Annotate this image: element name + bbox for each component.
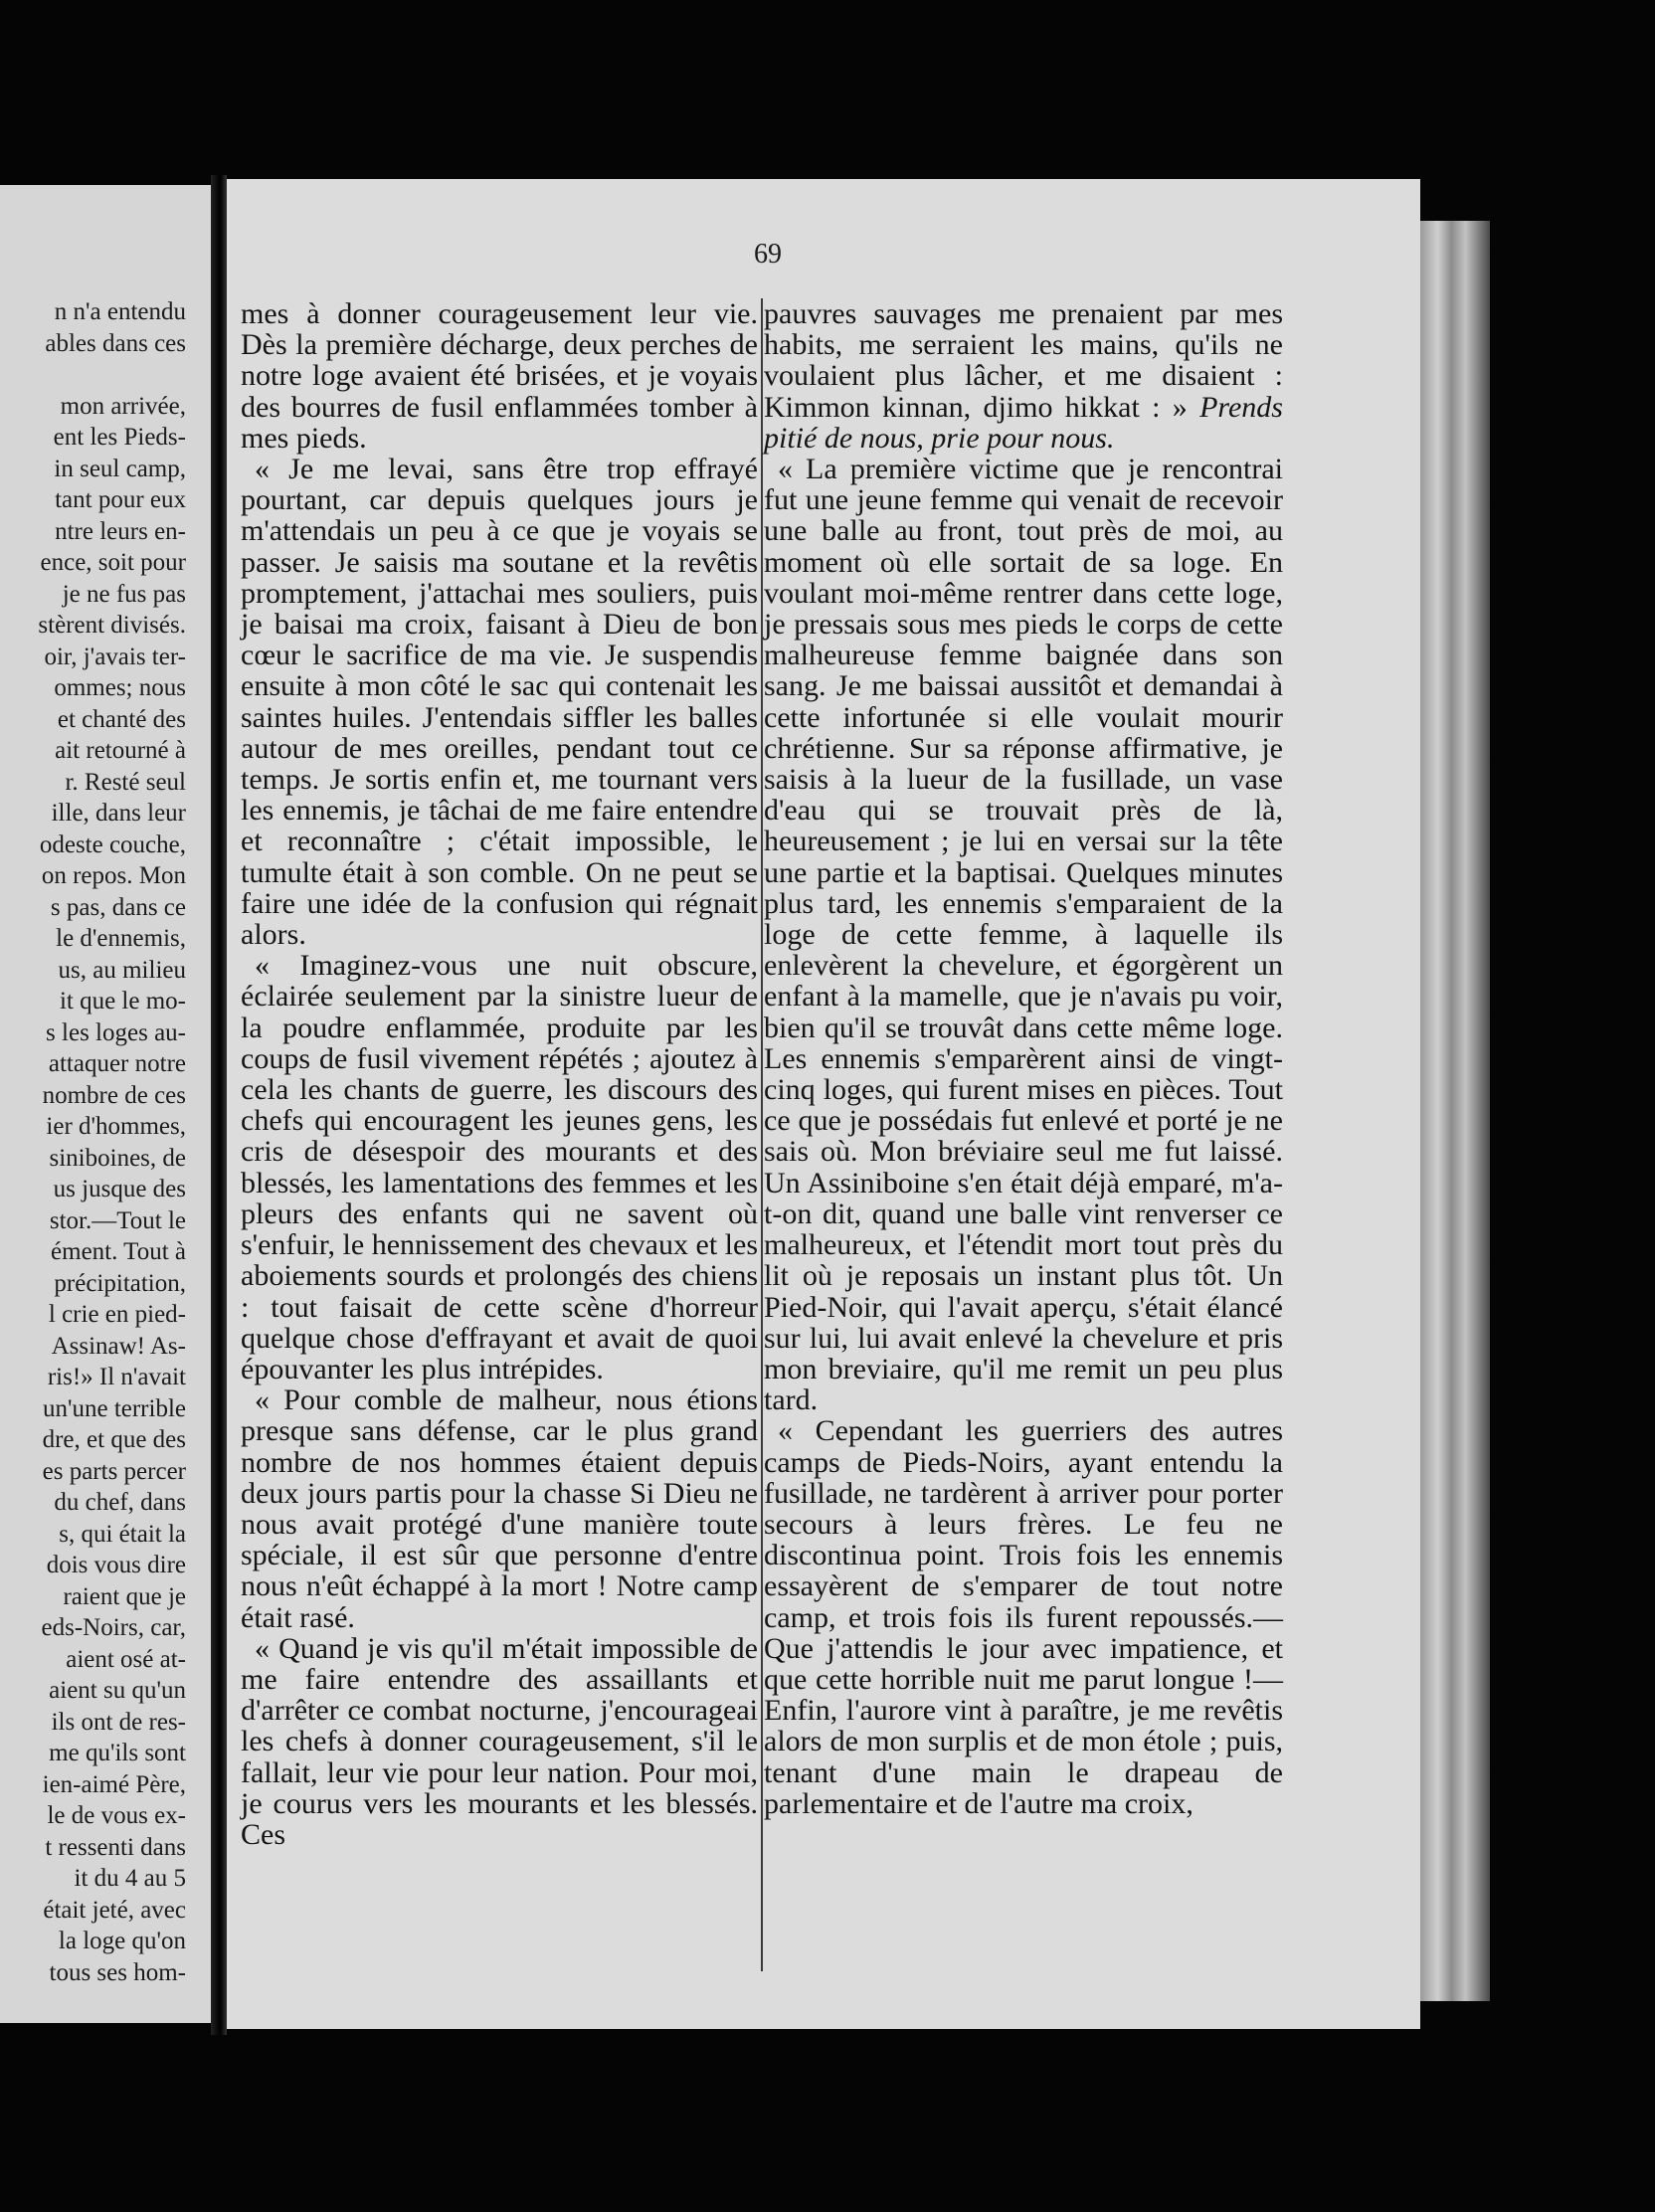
left-page-line: ien-aimé Père, — [42, 1770, 186, 1798]
left-page-line: dois vous dire — [46, 1552, 186, 1578]
left-page-line: était jeté, avec — [43, 1896, 186, 1924]
left-page-line: je ne fus pas — [62, 580, 186, 608]
text-column-2 — [764, 298, 1283, 1819]
left-page-line: es parts percer — [42, 1457, 186, 1485]
left-page-line: oir, j'avais ter- — [44, 643, 186, 670]
left-page-line: nombre de ces — [42, 1081, 186, 1109]
left-page-line: attaquer notre — [48, 1050, 186, 1077]
left-page-line: l crie en pied- — [48, 1301, 186, 1328]
left-page-line: on repos. Mon — [41, 862, 186, 889]
paragraph: « Quand je vis qu'il m'était impossible de me faire entendre des assaillants et d'arrêter ce combat nocturne, j'encourageai les chefs à donner courageusement, s'il le fallait, leur vie pour leur nation. Pour moi, je courus vers les mourants et les blessés. Ces — [241, 1631, 758, 1851]
paragraph — [764, 298, 1283, 454]
left-page-line: ence, soit pour — [40, 549, 186, 576]
left-page-line: us, au milieu — [58, 956, 186, 984]
left-page-line: siniboines, de — [49, 1144, 186, 1172]
text-column-1 — [241, 298, 758, 1850]
left-page-line: mon arrivée, — [60, 392, 186, 420]
paragraph-text: pauvres sauvages me prenaient par mes habits, me serraient les mains, qu'ils ne voulaient plus lâcher, et me disaient : Kimmon kinnan, djimo hikkat : » — [764, 297, 1283, 424]
left-page-line: it du 4 au 5 — [74, 1865, 186, 1892]
left-page-line: stèrent divisés. — [38, 612, 186, 639]
left-page-line: la loge qu'on — [58, 1928, 186, 1954]
left-page-line: ris!» Il n'avait — [47, 1364, 186, 1390]
left-page-line: eds-Noirs, car, — [41, 1614, 186, 1641]
left-page-line: précipitation, — [54, 1269, 186, 1297]
left-page — [0, 185, 211, 2023]
paragraph: « Pour comble de malheur, nous étions presque sans défense, car le plus grand nombre de nos hommes étaient depuis deux jours partis pour la chasse Si Dieu ne nous avait protégé d'une manière toute spéciale, il est sûr que personne d'entre nous n'eût échappé à la mort ! Notre camp était rasé. — [241, 1383, 758, 1634]
column-divider — [761, 298, 763, 1971]
left-page-line: du chef, dans — [54, 1489, 186, 1516]
left-page-text-fragments — [0, 296, 186, 1988]
left-page-line: tous ses hom- — [49, 1958, 186, 1986]
paragraph: « Cependant les guerriers des autres camps de Pieds-Noirs, ayant entendu la fusillade, ne tardèrent à arriver pour porter secours à leurs frères. Le feu ne discontinua point. Trois fois les ennemis essayèrent de s'emparer de tout notre camp, et trois fois ils furent repoussés.—Que j'attendis le jour avec impatience, et que cette horrible nuit me parut longue !—Enfin, l'aurore vint à paraître, je me revêtis alors de mon surplis et de mon étole ; puis, tenant d'une main le drapeau de parlementaire et de l'autre ma croix, — [764, 1414, 1283, 1820]
left-page-line: in seul camp, — [54, 455, 186, 482]
left-page-line: ils ont de res- — [51, 1708, 186, 1736]
left-page-line: ait retourné à — [55, 737, 186, 764]
left-page-line: Assinaw! As- — [51, 1332, 186, 1360]
left-page-line: s les loges au- — [46, 1018, 186, 1046]
paragraph: « La première victime que je rencontrai fut une jeune femme qui venait de recevoir une balle au front, tout près de moi, au moment où elle sortait de sa loge. En voulant moi-même rentrer dans cette loge, je pressais sous mes pieds le corps de cette malheureuse femme baignée dans son sang. Je me baissai aussitôt et demandai à cette infortunée si elle voulait mourir chrétienne. Sur sa réponse affirmative, je saisis à la lueur de la fusillade, un vase d'eau qui se trouvait près de là, heureusement ; je lui en versai sur la tête une partie et la baptisai. Quelques minutes plus tard, les ennemis s'emparaient de la loge de cette femme, à laquelle ils enlevèrent la chevelure, et égorgèrent un enfant à la mamelle, que je n'avais pu voir, bien qu'il se trouvât dans cette même loge. Les ennemis s'emparèrent ainsi de vingt-cinq loges, qui furent mises en pièces. Tout ce que je possédais fut enlevé et porté je ne sais où. Mon bréviaire seul me fut laissé. Un Assiniboine s'en était déjà emparé, m'a-t-on dit, quand une balle vint renverser ce malheureux, et l'étendit mort tout près du lit où je reposais un instant plus tôt. Un Pied-Noir, qui l'avait aperçu, s'était élancé sur lui, lui avait enlevé la chevelure et pris mon breviaire, qu'il me remit un peu plus tard. — [764, 453, 1283, 1417]
left-page-line: r. Resté seul — [65, 768, 186, 796]
left-page-line: ent les Pieds- — [53, 424, 186, 451]
left-page-line: stor.—Tout le — [49, 1206, 186, 1234]
page-number: 69 — [754, 239, 782, 270]
left-page-line: un'une terrible — [42, 1394, 186, 1422]
left-page-line: aient su qu'un — [49, 1677, 186, 1704]
left-page-line: ément. Tout à — [51, 1238, 186, 1265]
left-page-line: me qu'ils sont — [49, 1740, 186, 1766]
left-page-line: ille, dans leur — [51, 800, 186, 827]
left-page-line: ommes; nous — [54, 674, 186, 701]
italic-translation: Prends pitié de nous, prie pour nous. — [764, 390, 1283, 455]
left-page-line: tant pour eux — [55, 486, 186, 513]
left-page-line: s, qui était la — [59, 1520, 186, 1548]
left-page-line: ier d'hommes, — [46, 1113, 186, 1140]
book-gutter — [211, 175, 227, 2035]
left-page-line — [0, 359, 186, 391]
left-page-line: s pas, dans ce — [50, 893, 186, 921]
left-page-line: et chanté des — [57, 705, 186, 733]
left-page-line: aient osé at- — [66, 1645, 186, 1673]
left-page-line: ables dans ces — [45, 329, 186, 357]
left-page-line: le de vous ex- — [47, 1802, 186, 1829]
left-page-line: le d'ennemis, — [56, 925, 186, 952]
left-page-line: raient que je — [63, 1582, 186, 1610]
left-page-line: us jusque des — [53, 1176, 186, 1202]
paragraph: « Je me levai, sans être trop effrayé pourtant, car depuis quelques jours je m'attendais un peu à ce que je voyais se passer. Je saisis ma soutane et la revêtis promptement, j'attachai mes souliers, puis je baisai ma croix, faisant à Dieu de bon cœur le sacrifice de ma vie. Je suspendis ensuite à mon côté le sac qui contenait les saintes huiles. J'entendais siffler les balles autour de mes oreilles, pendant tout ce temps. Je sortis enfin et, me tournant vers les ennemis, je tâchai de me faire entendre et reconnaître ; c'était impossible, le tumulte était à son comble. On ne peut se faire une idée de la confusion qui régnait alors. — [241, 453, 758, 952]
left-page-line: ntre leurs en- — [55, 517, 186, 545]
page-edges — [1420, 221, 1490, 2001]
left-page-line: it que le mo- — [59, 988, 186, 1014]
left-page-line: odeste couche, — [39, 830, 186, 858]
paragraph: « Imaginez-vous une nuit obscure, éclairée seulement par la sinistre lueur de la poudre enflammée, produite par les coups de fusil vivement répétés ; ajoutez à cela les chants de guerre, les discours des chefs qui encouragent les jeunes gens, les cris de désespoir des mourants et des blessés, les lamentations des femmes et les pleurs des enfants qui ne savent où s'enfuir, le hennissement des chevaux et les aboiements sourds et prolongés des chiens : tout faisait de cette scène d'horreur quelque chose d'effrayant et avait de quoi épouvanter les plus intrépides. — [241, 949, 758, 1385]
left-page-line: n n'a entendu — [54, 298, 186, 325]
paragraph: mes à donner courageusement leur vie. Dès la première décharge, deux perches de notre loge avaient été brisées, et je voyais des bourres de fusil enflammées tomber à mes pieds. — [241, 297, 758, 455]
left-page-line: dre, et que des — [42, 1426, 186, 1453]
left-page-line: t ressenti dans — [45, 1833, 186, 1861]
